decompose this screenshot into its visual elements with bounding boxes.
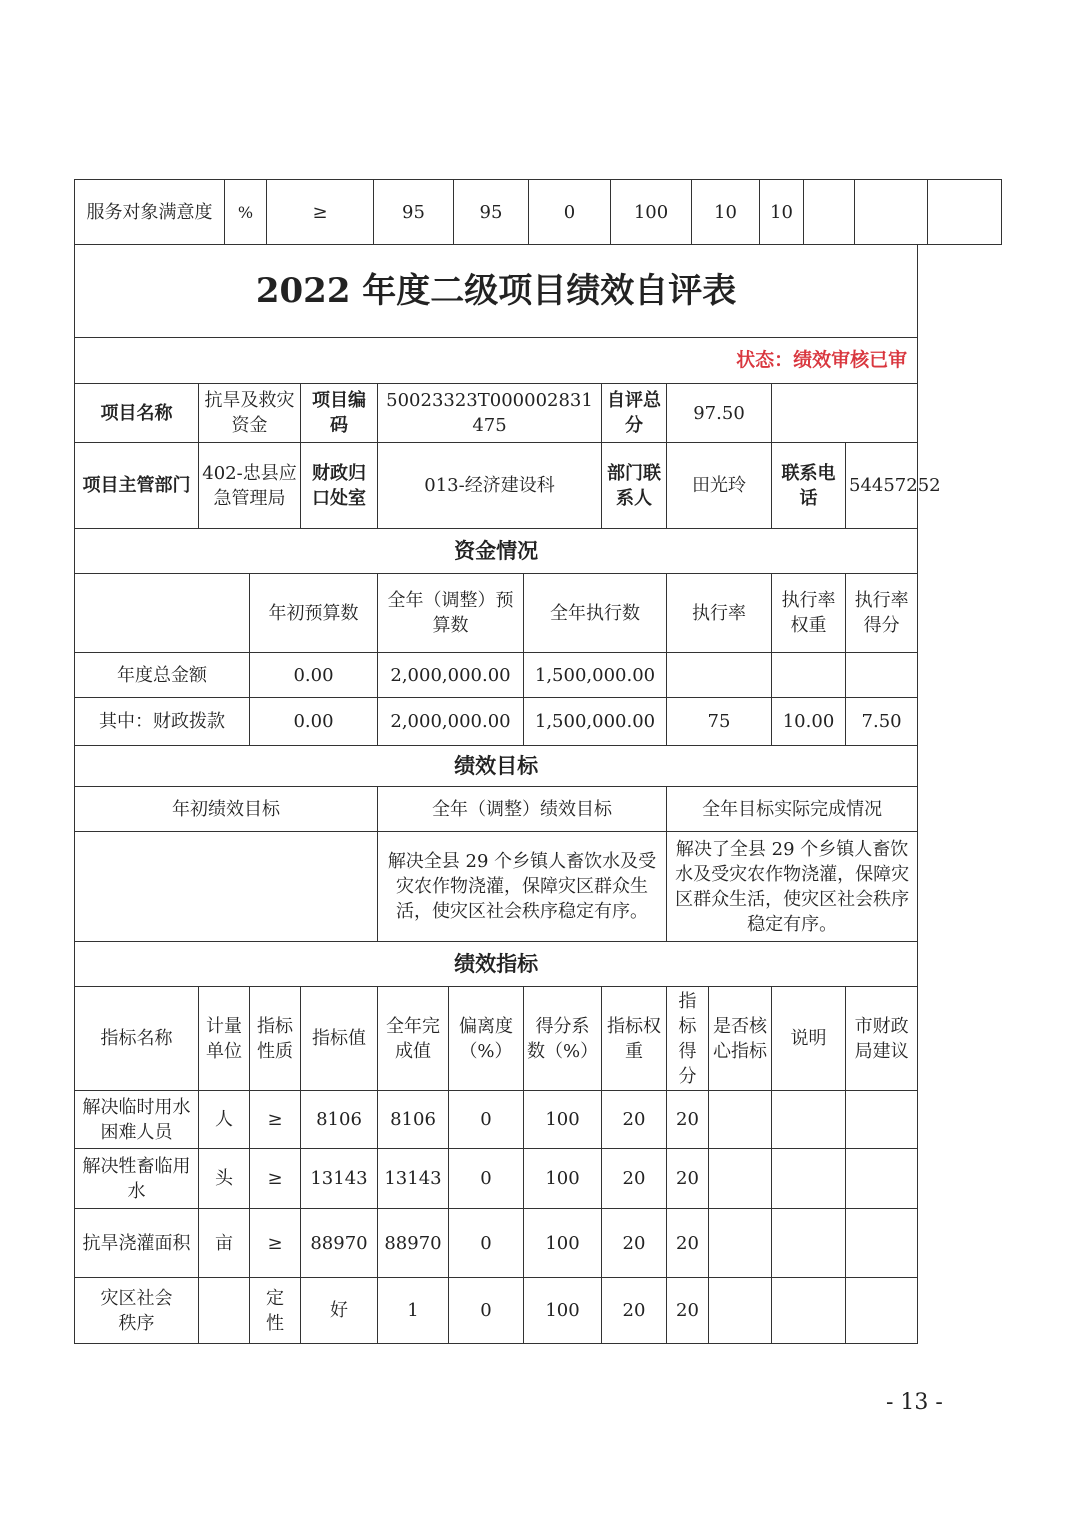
indicator-unit: 人	[199, 1091, 250, 1149]
project-code-label: 项目编码	[301, 384, 378, 443]
funds-rate: 75	[667, 698, 772, 746]
indicator-weight: 20	[602, 1278, 667, 1344]
indicator-note	[772, 1149, 846, 1209]
indicator-name: 解决牲畜临用水	[75, 1149, 199, 1209]
indicators-header: 指标值	[301, 987, 378, 1091]
indicator-note	[772, 1091, 846, 1149]
indicators-header: 指标性质	[250, 987, 301, 1091]
indicator-row	[75, 1149, 918, 1209]
indicator-nature: ≥	[267, 180, 374, 245]
indicator-advice	[846, 1209, 918, 1278]
indicator-name: 灾区社会秩序	[75, 1278, 199, 1344]
goals-section-title: 绩效目标	[75, 746, 918, 787]
self-score-value: 97.50	[667, 384, 772, 443]
indicator-actual: 95	[454, 180, 529, 245]
funds-row	[75, 698, 918, 746]
indicator-unit	[199, 1278, 250, 1344]
indicator-score: 20	[667, 1278, 709, 1344]
goals-header-row	[75, 787, 918, 832]
indicator-coef: 100	[524, 1209, 602, 1278]
office-label: 财政归口处室	[301, 443, 378, 529]
goals-header: 全年（调整）绩效目标	[378, 787, 667, 832]
funds-header: 全年（调整）预算数	[378, 574, 524, 653]
indicator-row	[75, 1091, 918, 1149]
funds-adjusted: 2,000,000.00	[378, 698, 524, 746]
indicator-unit: 亩	[199, 1209, 250, 1278]
indicator-advice	[846, 1091, 918, 1149]
evaluation-table	[74, 244, 941, 1344]
indicators-header: 全年完成值	[378, 987, 449, 1091]
indicator-coef: 100	[524, 1149, 602, 1209]
funds-section-title: 资金情况	[75, 529, 918, 574]
funds-executed: 1,500,000.00	[524, 653, 667, 698]
phone-label: 联系电话	[772, 443, 846, 529]
funds-weight	[772, 653, 846, 698]
funds-header: 全年执行数	[524, 574, 667, 653]
funds-header: 执行率	[667, 574, 772, 653]
office-value: 013-经济建设科	[378, 443, 602, 529]
indicator-weight: 10	[692, 180, 760, 245]
page-number: - 13 -	[886, 1390, 943, 1415]
funds-row-label: 其中：财政拨款	[75, 698, 250, 746]
goals-header: 全年目标实际完成情况	[667, 787, 918, 832]
indicators-header: 计量单位	[199, 987, 250, 1091]
indicator-weight: 20	[602, 1091, 667, 1149]
funds-header-row	[75, 574, 918, 653]
indicator-row	[75, 1278, 918, 1344]
indicators-header-row	[75, 987, 918, 1091]
funds-initial: 0.00	[250, 653, 378, 698]
project-code-value: 50023323T000002831475	[378, 384, 602, 443]
contact-value: 田光玲	[667, 443, 772, 529]
project-name-label: 项目名称	[75, 384, 199, 443]
indicators-header: 偏离度（%）	[449, 987, 524, 1091]
indicator-deviation: 0	[449, 1091, 524, 1149]
project-row-2	[75, 443, 918, 529]
goals-actual: 解决了全县 29 个乡镇人畜饮水及受灾农作物浇灌，保障灾区群众生活，使灾区社会秩序稳定有序。	[667, 832, 918, 942]
empty-cell	[772, 384, 918, 443]
indicators-header: 说明	[772, 987, 846, 1091]
project-name-value: 抗旱及救灾资金	[199, 384, 301, 443]
indicator-coef: 100	[611, 180, 692, 245]
indicator-nature: ≥	[250, 1149, 301, 1209]
indicator-actual: 88970	[378, 1209, 449, 1278]
indicators-section-title: 绩效指标	[75, 942, 918, 987]
indicator-score: 20	[667, 1209, 709, 1278]
contact-label: 部门联系人	[602, 443, 667, 529]
funds-score	[846, 653, 918, 698]
dept-label: 项目主管部门	[75, 443, 199, 529]
funds-header: 执行率权重	[772, 574, 846, 653]
indicator-unit: %	[225, 180, 267, 245]
indicators-header: 市财政局建议	[846, 987, 918, 1091]
dept-value: 402-忠县应急管理局	[199, 443, 301, 529]
satisfaction-row	[75, 180, 1002, 245]
funds-row-label: 年度总金额	[75, 653, 250, 698]
indicator-deviation: 0	[449, 1149, 524, 1209]
indicator-note	[772, 1278, 846, 1344]
indicator-core	[709, 1278, 772, 1344]
indicator-target: 8106	[301, 1091, 378, 1149]
funds-header: 执行率得分	[846, 574, 918, 653]
indicator-weight: 20	[602, 1149, 667, 1209]
indicator-nature: ≥	[250, 1209, 301, 1278]
funds-rate	[667, 653, 772, 698]
indicator-core	[709, 1209, 772, 1278]
phone-value: 54457252	[846, 443, 918, 529]
goals-initial	[75, 832, 378, 942]
indicator-target: 95	[374, 180, 454, 245]
funds-row	[75, 653, 918, 698]
indicator-core	[709, 1149, 772, 1209]
indicator-actual: 13143	[378, 1149, 449, 1209]
funds-header-blank	[75, 574, 250, 653]
previous-table-fragment	[74, 179, 1002, 245]
funds-score: 7.50	[846, 698, 918, 746]
funds-weight: 10.00	[772, 698, 846, 746]
page-title: 2022 年度二级项目绩效自评表	[75, 245, 918, 338]
indicator-name: 抗旱浇灌面积	[75, 1209, 199, 1278]
indicator-target: 88970	[301, 1209, 378, 1278]
indicators-header: 指标得分	[667, 987, 709, 1091]
indicator-deviation: 0	[449, 1209, 524, 1278]
status-badge: 状态：绩效审核已审	[75, 338, 918, 384]
indicator-unit: 头	[199, 1149, 250, 1209]
indicator-coef: 100	[524, 1091, 602, 1149]
indicator-deviation: 0	[449, 1278, 524, 1344]
indicator-target: 好	[301, 1278, 378, 1344]
goals-row	[75, 832, 918, 942]
indicator-score: 20	[667, 1149, 709, 1209]
indicator-note	[855, 180, 928, 245]
indicator-advice	[846, 1149, 918, 1209]
indicator-note	[772, 1209, 846, 1278]
funds-adjusted: 2,000,000.00	[378, 653, 524, 698]
indicator-row	[75, 1209, 918, 1278]
goals-header: 年初绩效目标	[75, 787, 378, 832]
indicator-score: 20	[667, 1091, 709, 1149]
indicator-actual: 1	[378, 1278, 449, 1344]
indicator-coef: 100	[524, 1278, 602, 1344]
indicators-header: 指标权重	[602, 987, 667, 1091]
indicator-target: 13143	[301, 1149, 378, 1209]
indicator-name: 服务对象满意度	[75, 180, 225, 245]
indicator-actual: 8106	[378, 1091, 449, 1149]
indicators-header: 得分系数（%）	[524, 987, 602, 1091]
self-score-label: 自评总分	[602, 384, 667, 443]
indicator-nature: ≥	[250, 1091, 301, 1149]
indicators-header: 指标名称	[75, 987, 199, 1091]
indicator-deviation: 0	[529, 180, 611, 245]
indicator-advice	[928, 180, 1002, 245]
indicator-advice	[846, 1278, 918, 1344]
indicator-weight: 20	[602, 1209, 667, 1278]
indicator-core	[709, 1091, 772, 1149]
project-row-1	[75, 384, 918, 443]
funds-initial: 0.00	[250, 698, 378, 746]
indicator-nature: 定性	[250, 1278, 301, 1344]
indicator-core	[804, 180, 855, 245]
funds-executed: 1,500,000.00	[524, 698, 667, 746]
indicator-name: 解决临时用水困难人员	[75, 1091, 199, 1149]
indicators-header: 是否核心指标	[709, 987, 772, 1091]
funds-header: 年初预算数	[250, 574, 378, 653]
indicator-score: 10	[760, 180, 804, 245]
goals-adjusted: 解决全县 29 个乡镇人畜饮水及受灾农作物浇灌，保障灾区群众生活，使灾区社会秩序稳定有序。	[378, 832, 667, 942]
